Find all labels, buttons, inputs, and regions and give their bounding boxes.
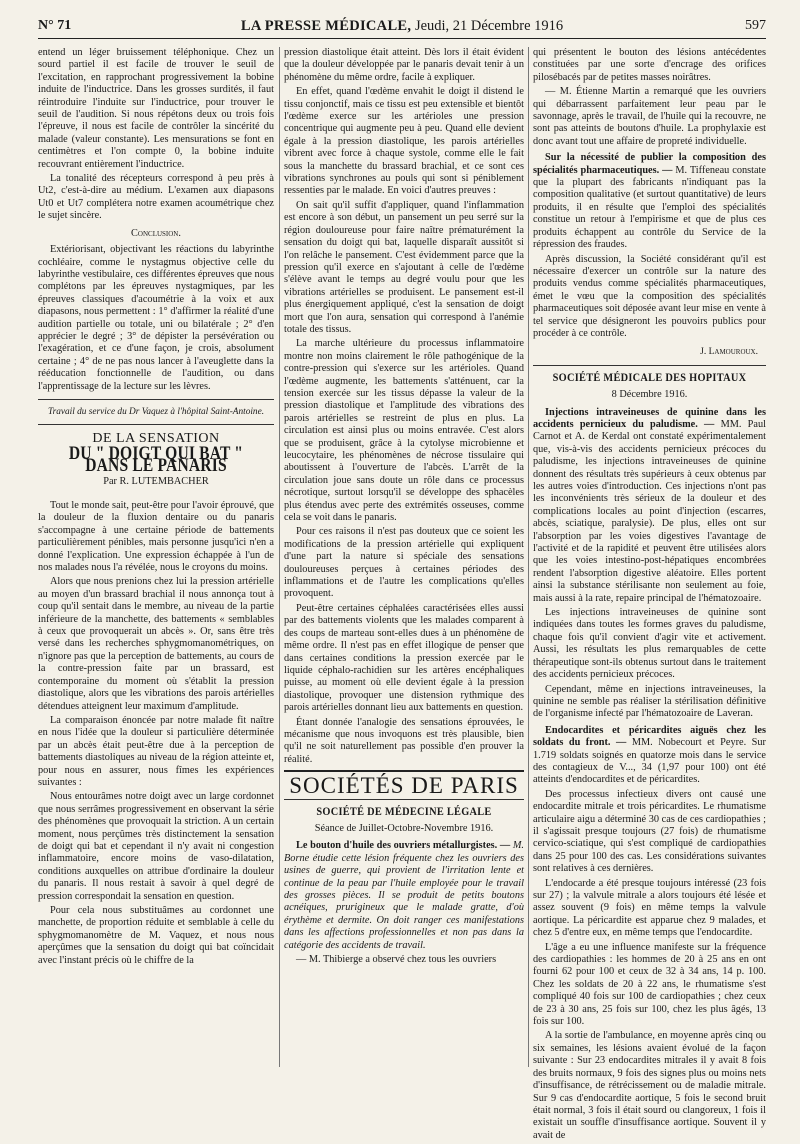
report-paragraph bbox=[533, 407, 766, 606]
paragraph: La tonalité des récepteurs correspond à peu près à Ut2, c'est-à-dire au médium. L'examen aux diapasons Ut0 et Ut7 complétera notre examen acoumétrique chez le sujet sincère. bbox=[38, 173, 274, 222]
report-text: M. Tiffeneau constate que la plupart des fabricants n'indiquant pas la composition qualitative (et surtout quantitative) de leurs produits, il en résulte que l'emploi des spécialités constitue un retour à l'empirisme et que de plus ces produits échappent au contrôle du Service de la répression des fraudes. bbox=[533, 164, 766, 251]
paragraph: A la sortie de l'ambulance, en moyenne après cinq ou six semaines, les lésions avaient évolué de la façon suivante : Sur 23 endocardites mitrales il y avait 8 fois des bruits normaux, 9 fois des signes plus ou moins nets d'insuffisance, de rétrécissement ou de maladie mitrale. Sur 9 cas d'endocardite aortique, 5 fois le second bruit était normal, 3 fois il était sourd ou clangoreux, 1 fois il existait un souffle d'insuffisance aortique. Souvent il y avait de bbox=[533, 1030, 766, 1141]
report-text: MM. Paul Carnot et A. de Kerdal ont constaté expérimentalement que, vis-à-vis des accidents pernicieux précoces du paludisme, les injections intraveineuses de quinine donnent des résultats très supérieurs à ceux obtenus par les autres voies d'introduction. Ces injections n'ont pas les inconvénients très sérieux de la douleur et des complications locales au point d'injection (escarres, abcès, sciatique, paralysie). De plus, elles ont sur l'absorption par les voies digestives l'avantage de l'activité et de la rapidité et peuvent être utilisées alors que les voies intestino-post-hépatiques encombrées rendent l'absorption digestive aléatoire. Elles portent ainsi la substance stérilisante non seulement au foie, mais aussi à la rate, repaire principal de l'hématozoaire. bbox=[533, 418, 766, 604]
column-divider bbox=[528, 47, 529, 1067]
column-2 bbox=[284, 47, 524, 968]
paragraph: En effet, quand l'œdème envahit le doigt il distend le tissu conjonctif, mais ce tissu est peu extensible et bientôt l'œdème exerce sur les artérioles une pression concentrique qui augmente peu à peu. Quand elle devient égale à la pression diastolique, les parois artérielles vibrent avec force à chaque systole, comme elle le fait sous la manchette du brassard brachial, et ce sont ces vibrations synchrones au pouls qui sont si péniblement ressenties par le malade. En voici d'autres preuves : bbox=[284, 86, 524, 197]
paragraph: Les injections intraveineuses de quinine sont indiquées dans toutes les formes graves du paludisme, chaque fois qu'il convient d'agir vite et activement. Aussi, les résultats les plus remarquables de cette thérapeutique sont-ils obtenus surtout dans le traitement des accidents pernicieux précoces. bbox=[533, 607, 766, 681]
article-title-line1: DE LA SENSATION bbox=[92, 431, 220, 447]
article-title-line2: DU " DOIGT QUI BAT " DANS LE PANARIS bbox=[68, 442, 244, 477]
report-text: M. Borne étudie cette lésion fréquente chez les ouvriers des usines de guerre, qui provient de l'irritation lente et continue de la peau par l'huile employée pour le travail des grosses pièces. Il se produit de petits boutons acnéiques, prurigineux que le malade gratte, d'où érythème et dermite. On doit ranger ces manifestations dans les affections professionnelles et non pas dans la catégorie des accidents de travail. bbox=[284, 840, 525, 951]
report-heading: Le bouton d'huile des ouvriers métallurgistes. — bbox=[296, 840, 511, 852]
section-title: SOCIÉTÉS DE PARIS bbox=[289, 773, 519, 799]
divider bbox=[38, 399, 274, 400]
conclusion-heading: Conclusion. bbox=[131, 227, 181, 239]
paragraph: La comparaison énoncée par notre malade fit naître en nous l'idée que la douleur si particulière déterminée par un abcès était peut-être due à la perception de battements diastoliques au niveau de la région atteinte et, pour nous en assurer, nous fîmes les expériences suivantes : bbox=[38, 714, 274, 788]
report-paragraph bbox=[284, 840, 524, 952]
header-rule bbox=[38, 38, 766, 39]
paragraph: Cependant, même en injections intraveineuses, la quinine ne semble pas réaliser la stérilisation définitive de l'organisme infecté par l'hématozoaire de Laveran. bbox=[533, 683, 766, 720]
paragraph: Pour cela nous substituâmes au cordonnet une manchette, de proportion réduite et semblable à celle du sphygmomanomètre de M. Vaquez, et nous nous aperçûmes que la sensation du doigt qui bat coïncidait avec l'instant précis où le chiffre de la bbox=[38, 905, 274, 966]
journal-title-line bbox=[38, 18, 766, 35]
paragraph: Nous entourâmes notre doigt avec un large cordonnet que nous serrâmes progressivement en observant la série des phénomènes que provoquait la striction. A un certain moment, nous perçûmes très distinctement la sensation de doigt qui bat et cependant il n'y avait ni congestion inflammatoire, encore moins de vaso-dilatation, conditions auxquelles on attribue d'ordinaire la douleur du panaris. Il nous restait à savoir à quel degré de pression correspondait la sensation en question. bbox=[38, 791, 274, 902]
paragraph: L'âge a eu une influence manifeste sur la fréquence des cardiopathies : les hommes de 20 à 25 ans en ont fourni 62 pour 100 et ceux de 32 à 34 ans, 14 p. 100. Chez les soldats de 20 à 22 ans, le rhumatisme s'est compliqué 40 fois sur 100 de cardiopathies ; chez ceux de 23 à 30 ans, 25 fois sur 100, chez les plus âgés, 13 fois sur 100. bbox=[533, 941, 766, 1028]
article-credit: Travail du service du Dr Vaquez à l'hôpital Saint-Antoine. bbox=[47, 406, 265, 417]
issue-date: Jeudi, 21 Décembre 1916 bbox=[414, 18, 564, 34]
paragraph: L'endocarde a été presque toujours intéressé (23 fois sur 27) ; la valvule mitrale a alors toujours été lésée et assez souvent (9 fois) en même temps la valvule aortique. La péricardite est apparue chez 9 malades, et chez 5 d'entre eux, en même temps que l'endocardite. bbox=[533, 877, 766, 939]
divider bbox=[38, 424, 274, 425]
paragraph: Étant donnée l'analogie des sensations éprouvées, le mécanisme que nous invoquons est très plausible, bien qu'il ne soit naturellement pas possible d'en prouver la réalité. bbox=[284, 716, 524, 765]
paragraph: Alors que nous prenions chez lui la pression artérielle au moyen d'un brassard brachial il nous annonça tout à coup qu'il sentait dans le membre, au niveau de la partie inférieure de la manchette, des battements « semblables à ceux que provoquerait un abcès ». Or, sans être très versé dans les recherches sphygmomanométriques, on n'ignore pas que la perception de battements, au cours de la contre-pression faite par un brassard, est contemporaine du moment où s'établit la pression diastolique, alors que les vibrations des parois artérielles détendues atteignent leur maximum d'amplitude. bbox=[38, 576, 274, 712]
paragraph: Extériorisant, objectivant les réactions du labyrinthe cochléaire, comme le nystagmus objective celle du labyrinthe vestibulaire, ces différentes épreuves que nous complétons par les épreuves nystagmiques, par les épreuves classiques d'acoumétrie à la voix et aux diapasons, nous permettent : 1° d'affirmer la réalité d'une audition partielle ou totale, uni ou bilatérale ; 2° d'en apprécier le degré ; 3° de dépister la persévération ou l'exagération, et ce d'une façon, je crois, absolument certaine ; 4° de ne pas nous lancer à l'aveuglette dans la rééducation fonctionnelle de l'audition, ou dans l'apprentissage de la lecture sur les lèvres. bbox=[38, 244, 274, 392]
page-number: 597 bbox=[745, 18, 766, 33]
column-divider bbox=[279, 47, 280, 1067]
paragraph: entend un léger bruissement téléphonique. Chez un sourd partiel il est facile de trouver le seuil de l'excitation, en rapprochant progressivement la bobine induite de l'inductrice. Dans les grosses surdités, il faut réintroduire l'induite sur l'inductrice, pour trouver le seuil de l'audition. Si nous répétons deux ou trois fois l'épreuve, il nous est facile de contrôler la sincérité du malade (valeur constante). Les mensurations se font en centimètres et l'on compte 0, la bobine induite recouvrant entièrement l'inductrice. bbox=[38, 47, 274, 170]
paragraph: pression diastolique était atteint. Dès lors il était évident que la douleur développée par le panaris devait tenir à un phénomène du même ordre, facile à expliquer. bbox=[284, 47, 524, 83]
report-paragraph bbox=[533, 152, 766, 251]
report-paragraph bbox=[533, 725, 766, 787]
session-date: 8 Décembre 1916. bbox=[611, 389, 688, 401]
paragraph: On sait qu'il suffit d'appliquer, quand l'inflammation est encore à son début, un pansement un peu serré sur la région douloureuse pour faire naître prématurément la sensation du doigt qui bat, laquelle disparaît aussitôt si l'on relâche le pansement. C'est évidemment parce que la pression qu'il exerce en s'ajoutant à celle de l'œdème s'élève avant le temps au degré voulu pour que les vibrations artérielles se produisent. Le pansement est-il plus énergiquement appliqué, c'est la sensation de doigt mort que l'on aura, sensation qui correspond à l'anémie totale des tissus. bbox=[284, 199, 524, 335]
paragraph: Après discussion, la Société considérant qu'il est nécessaire d'exercer un contrôle sur la nature des produits vendus comme spécialités pharmaceutiques, émet le vœu que la composition des spécialités pharmaceutiques soit déposée avant leur mise en vente à tel service que désigneront les pouvoirs publics pour procéder à ce contrôle. bbox=[533, 253, 766, 339]
paragraph: — M. Thibierge a observé chez tous les ouvriers bbox=[296, 954, 497, 966]
report-heading: Endocardites et péricardites aiguës chez les soldats du front. — bbox=[533, 724, 766, 749]
paragraph: Pour ces raisons il n'est pas douteux que ce soient les modifications de la pression artérielle qui expliquent d'une part la nature si spéciale des sensations douloureuses perçues à certaines périodes des inflammations et de l'autre les complications qu'elles provoquent. bbox=[284, 526, 524, 600]
article-byline: Par R. LUTEMBACHER bbox=[103, 475, 209, 487]
report-heading: Sur la nécessité de publier la composition des spécialités pharmaceutiques. — bbox=[533, 152, 766, 176]
paragraph: Tout le monde sait, peut-être pour l'avoir éprouvé, que la douleur de la fluxion dentaire ou du panaris s'accompagne à une certaine période de battements particulièrement pénibles, mais personne jusqu'ici n'en a donné l'explication. Une expression échappée à l'un de nos malades nous l'a révélée, nous le croyons du moins. bbox=[38, 500, 274, 574]
journal-title: LA PRESSE MÉDICALE, bbox=[240, 18, 412, 34]
paragraph: — M. Étienne Martin a remarqué que les ouvriers qui débarrassent parfaitement leur peau par le savonnage, après le travail, de l'huile qui la recouvre, ne sont pas atteints de boutons d'huile. La prophylaxie est donc avant tout une affaire de propreté individuelle. bbox=[533, 86, 766, 147]
paragraph: qui présentent le bouton des lésions antécédentes constituées par une sorte d'encrage des orifices pilosébacés par de petites masses noirâtres. bbox=[533, 47, 766, 83]
divider bbox=[284, 799, 524, 800]
section-rule bbox=[284, 770, 524, 772]
paragraph: Des processus infectieux divers ont causé une endocardite mitrale et trois péricardites. Le rhumatisme articulaire aigu a déterminé 30 cas de ces cardiopathies ; il s'agissait presque toujours (27 fois) de rhumatisme cervico-sciatique, qui s'est compliqué de cardiopathies dans 25 pour 100 des cas. Les considérations suivantes sont relatives à ces dernières. bbox=[533, 788, 766, 875]
society-title: SOCIÉTÉ DE MÉDECINE LÉGALE bbox=[316, 805, 492, 818]
report-text: MM. Nobecourt et Peyre. Sur 1.719 soldats soignés en quatorze mois dans le service des contagieux de V..., 34 (1,97 pour 100) ont été atteints d'endocardites et de péricardites. bbox=[533, 737, 766, 786]
report-heading: Injections intraveineuses de quinine dans les accidents pernicieux du paludisme. — bbox=[533, 406, 766, 430]
session-date: Séance de Juillet-Octobre-Novembre 1916. bbox=[314, 822, 494, 834]
column-3 bbox=[533, 47, 766, 1144]
divider bbox=[533, 365, 766, 366]
paragraph: Peut-être certaines céphalées caractérisées elles aussi par des battements violents que les malades comparent à des coups de marteau sont-elles dues à un phénomène de même ordre. Il n'est pas en effet illogique de penser que dans certaines conditions la pression exercée par le liquide céphalo-rachidien sur les artères encéphaliques puisse, au moment où elle devient égale à la pression diastolique, provoquer une distension rythmique des parois artérielles donnant lieu aux battements en question. bbox=[284, 602, 524, 714]
issue-number: N° 71 bbox=[38, 18, 72, 33]
paragraph: La marche ultérieure du processus inflammatoire montre non moins clairement le rôle pathogénique de la contre-pression qui s'exerce sur les artérioles. Quand l'œdème augmente, les battements s'atténuent, car la tension exercée sur les tissus dépasse la valeur de la pression diastolique et l'amplitude des vibrations des parois artérielles se restreint de plus en plus. La circulation est ainsi plus ou moins entravée. C'est alors que se produisent, grâce à la cytolyse microbienne et leucocytaire, les phénomènes de nécrose tissulaire qui aboutissent à l'ouverture de l'abcès. L'arrêt de la circulation joue sans doute un rôle dans ce processus nécrotique, surtout lorsqu'il se développe des sphacèles plus étendus avec perte des extrémités osseuses, comme cela se voit dans le panaris. bbox=[284, 338, 524, 524]
signature: J. Lamouroux. bbox=[700, 347, 758, 358]
column-1 bbox=[38, 47, 274, 969]
society-title: SOCIÉTÉ MÉDICALE DES HOPITAUX bbox=[552, 371, 747, 384]
